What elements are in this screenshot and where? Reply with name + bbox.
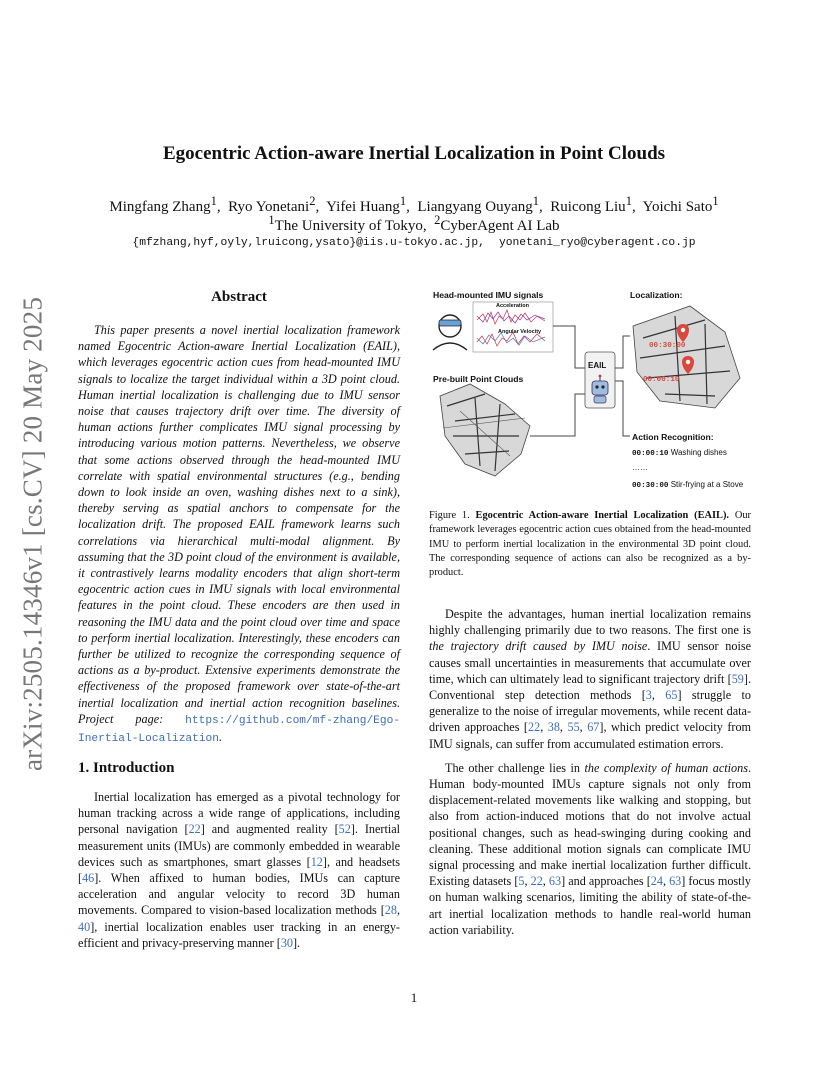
author: Mingfang Zhang [109,199,211,215]
citation[interactable]: 46 [82,871,95,886]
citation[interactable]: 24 [650,874,663,889]
intro-heading: 1. Introduction [78,760,175,776]
action-row: 00:00:10 Washing dishes [632,448,727,458]
affil-mark: 1 [399,194,407,208]
citation[interactable]: 22 [188,822,201,837]
author: Liangyang Ouyang [417,199,533,215]
acceleration-plot [477,310,545,324]
abstract-heading: Abstract [211,289,267,305]
affil-mark: 2 [309,194,316,208]
abstract-body: This paper presents a novel inertial localization framework named Egocentric Action-aware Inertial Localization (EAIL), which leverages egocentric action cues from head-mounted IMU signals to localize the target individual within a 3D point cloud. Human inertial localization is challenging due to IMU sensor noise that causes trajectory drift over time. The diversity of human actions further complicates IMU signal processing by introducing various motion patterns. Nevertheless, we observe that some actions observed through the head-mounted IMU correlate with spatial environmental structures (e.g., bending down to look inside an oven, washing dishes next to a sink), thereby serving as spatial anchors to compensate for the localization drift. The proposed EAIL framework learns such correlations via hierarchical multi-modal alignment. By assuming that the 3D point cloud of the environment is available, it contrastively learns modality encoders that align short-term egocentric action cues in IMU signals with local environmental features in the point cloud. These encoders are then used in reasoning the IMU data and the point cloud over time and space to perform inertial localization. Interestingly, these encoders can further be utilized to recognize the corresponding sequence of actions as a by-product. Extensive experiments demonstrate the effectiveness of the proposed framework over state-of-the-art inertial localization and inertial action recognition baselines. Project page: https://github.com/mf-zhang/Ego-Inertial-Localization. [78,323,401,746]
citation[interactable]: 22 [530,874,543,889]
citation[interactable]: 65 [665,688,678,703]
citation[interactable]: 38 [547,720,560,735]
acceleration-label: Acceleration [496,303,530,309]
affiliations: $^1$The University of Tokyo, $^2$CyberAgent AI Lab [268,213,560,234]
affil-mark: 1 [625,194,632,208]
author: Ryo Yonetani [228,199,310,215]
citation[interactable]: 55 [567,720,580,735]
citation[interactable]: 40 [78,919,91,934]
citation[interactable]: 28 [384,903,397,918]
affiliation: The University of Tokyo [274,218,423,234]
action-recognition-label: Action Recognition: [632,432,714,442]
page-number: 1 [410,990,418,1005]
author: Yoichi Sato [642,199,713,215]
author-list: Mingfang Zhang$^1$, Ryo Yonetani$^2$, Yifei Huang$^1$, Liangyang Ouyang$^1$, Ruicong Liu$^1$, Yoichi Sato$^1$ [109,194,719,215]
model-label: EAIL [588,361,607,370]
citation[interactable]: 22 [528,720,541,735]
localization-label: Localization: [630,290,683,300]
timestamp-label: 00:30:00 [649,342,686,350]
action-row: …… [632,463,648,472]
paper-title: Egocentric Action-aware Inertial Localization in Point Clouds [162,143,666,164]
project-link[interactable]: https://github.com/mf-zhang/Ego-Inertial-Localization [78,714,401,746]
right-column [429,606,751,938]
author: Yifei Huang [326,199,400,215]
citation[interactable]: 5 [518,874,525,889]
intro-paragraph: Inertial localization has emerged as a pivotal technology for human tracking across a wide range of applications, including personal navigation [22] and augmented reality [52]. Inertial measurement units (IMUs) are commonly embedded in wearable devices such as smartphones, smart glasses [12], and headsets [46]. When affixed to human bodies, IMUs can capture acceleration and angular velocity to record 3D human movements. Compared to vision-based localization methods [28, 40], inertial localization enables user tracking in an energy-efficient and privacy-preserving manner [30]. [78,790,401,950]
point-clouds-label: Pre-built Point Clouds [433,374,524,384]
email: yonetani_ryo@cyberagent.co.jp [498,237,696,249]
affiliation: CyberAgent AI Lab [440,218,560,234]
affil-mark: 1 [532,194,540,208]
action-row: 00:30:00 Stir-frying at a Stove [632,480,744,490]
citation[interactable]: 63 [669,874,682,889]
affil-mark: 1 [712,194,719,208]
figure-graphics [425,286,755,498]
arxiv-identifier: arXiv:2505.14346v1 [cs.CV] 20 May 2025 [17,296,48,772]
author: Ruicong Liu [550,199,626,215]
emails [0,237,828,249]
imu-signals-label: Head-mounted IMU signals [433,290,544,300]
citation[interactable]: 67 [587,720,600,735]
citation[interactable]: 12 [310,854,323,869]
figure-1 [425,286,755,498]
citation[interactable]: 30 [280,935,293,950]
timestamp-label: 00:00:10 [643,376,680,384]
citation[interactable]: 63 [548,874,562,889]
angular-velocity-label: Angular Velocity [498,329,542,335]
figure-caption: Figure 1. Egocentric Action-aware Inertial Localization (EAIL). Our framework leverages egocentric action cues obtained from the head-mounted IMU to perform inertial localization in the environmental 3D point cloud. The corresponding sequence of actions can also be recognized as a by-product. [429,510,752,579]
email: {mfzhang,hyf,oyly,lruicong,ysato}@iis.u-tokyo.ac.jp, [132,237,485,249]
affil-mark: 1 [210,194,217,208]
citation[interactable]: 59 [731,671,744,686]
citation[interactable]: 52 [338,822,351,837]
paragraph: Despite the advantages, human inertial localization remains highly challenging primarily due to two reasons. The first one is the trajectory drift caused by IMU noise. IMU sensor noise causes small uncertainties in measurements that accumulate over time, which can ultimately lead to significant trajectory drift [59]. Conventional step detection methods [3, 65] struggle to generalize to the noise of irregular movements, while recent data-driven approaches [22, 38, 55, 67], which predict velocity from IMU signals, can suffer from accumulated estimation errors. [429,607,752,751]
citation[interactable]: 3 [645,688,652,703]
point-cloud-left [440,384,530,476]
paragraph: The other challenge lies in the complexity of human actions. Human body-mounted IMUs capture signals not only from displacement-related movements like walking and stopping, but also from action-induced motions that do not involve actual positional changes, such as head-swinging during cooking and cleaning. These additional motion signals can complicate IMU signal processing and make inertial localization further difficult. Existing datasets [5, 22, 63] and approaches [24, 63] focus mostly on human walking scenarios, limiting the ability of state-of-the-art inertial localization methods to handle real-world human action variability. [429,760,752,937]
abstract-text: This paper presents a novel inertial localization framework named Egocentric Action-aware Inertial Localization (EAIL), which leverages egocentric action cues from head-mounted IMU signals to localize the target individual within a 3D point cloud. Human inertial localization is challenging due to IMU sensor noise that causes trajectory drift over time. The diversity of human actions further complicates IMU signal processing by introducing various motion patterns. Nevertheless, we observe that some actions observed through the head-mounted IMU correlate with spatial environmental structures (e.g., bending down to look inside an oven, washing dishes next to a sink), thereby serving as spatial anchors to compensate for the localization drift. The proposed EAIL framework learns such correlations via hierarchical multi-modal alignment. By assuming that the 3D point cloud of the environment is available, it contrastively learns modality encoders that align short-term egocentric action cues in IMU signals with local environmental features in the point cloud. These encoders are then used in reasoning the IMU data and the point cloud over time and space to perform inertial localization. Interestingly, these encoders can further be utilized to recognize the corresponding sequence of actions as a by-product. Extensive experiments demonstrate the effectiveness of the proposed framework over state-of-the-art inertial localization and inertial action recognition baselines. Project page: [78,323,400,726]
person-icon [433,315,467,350]
